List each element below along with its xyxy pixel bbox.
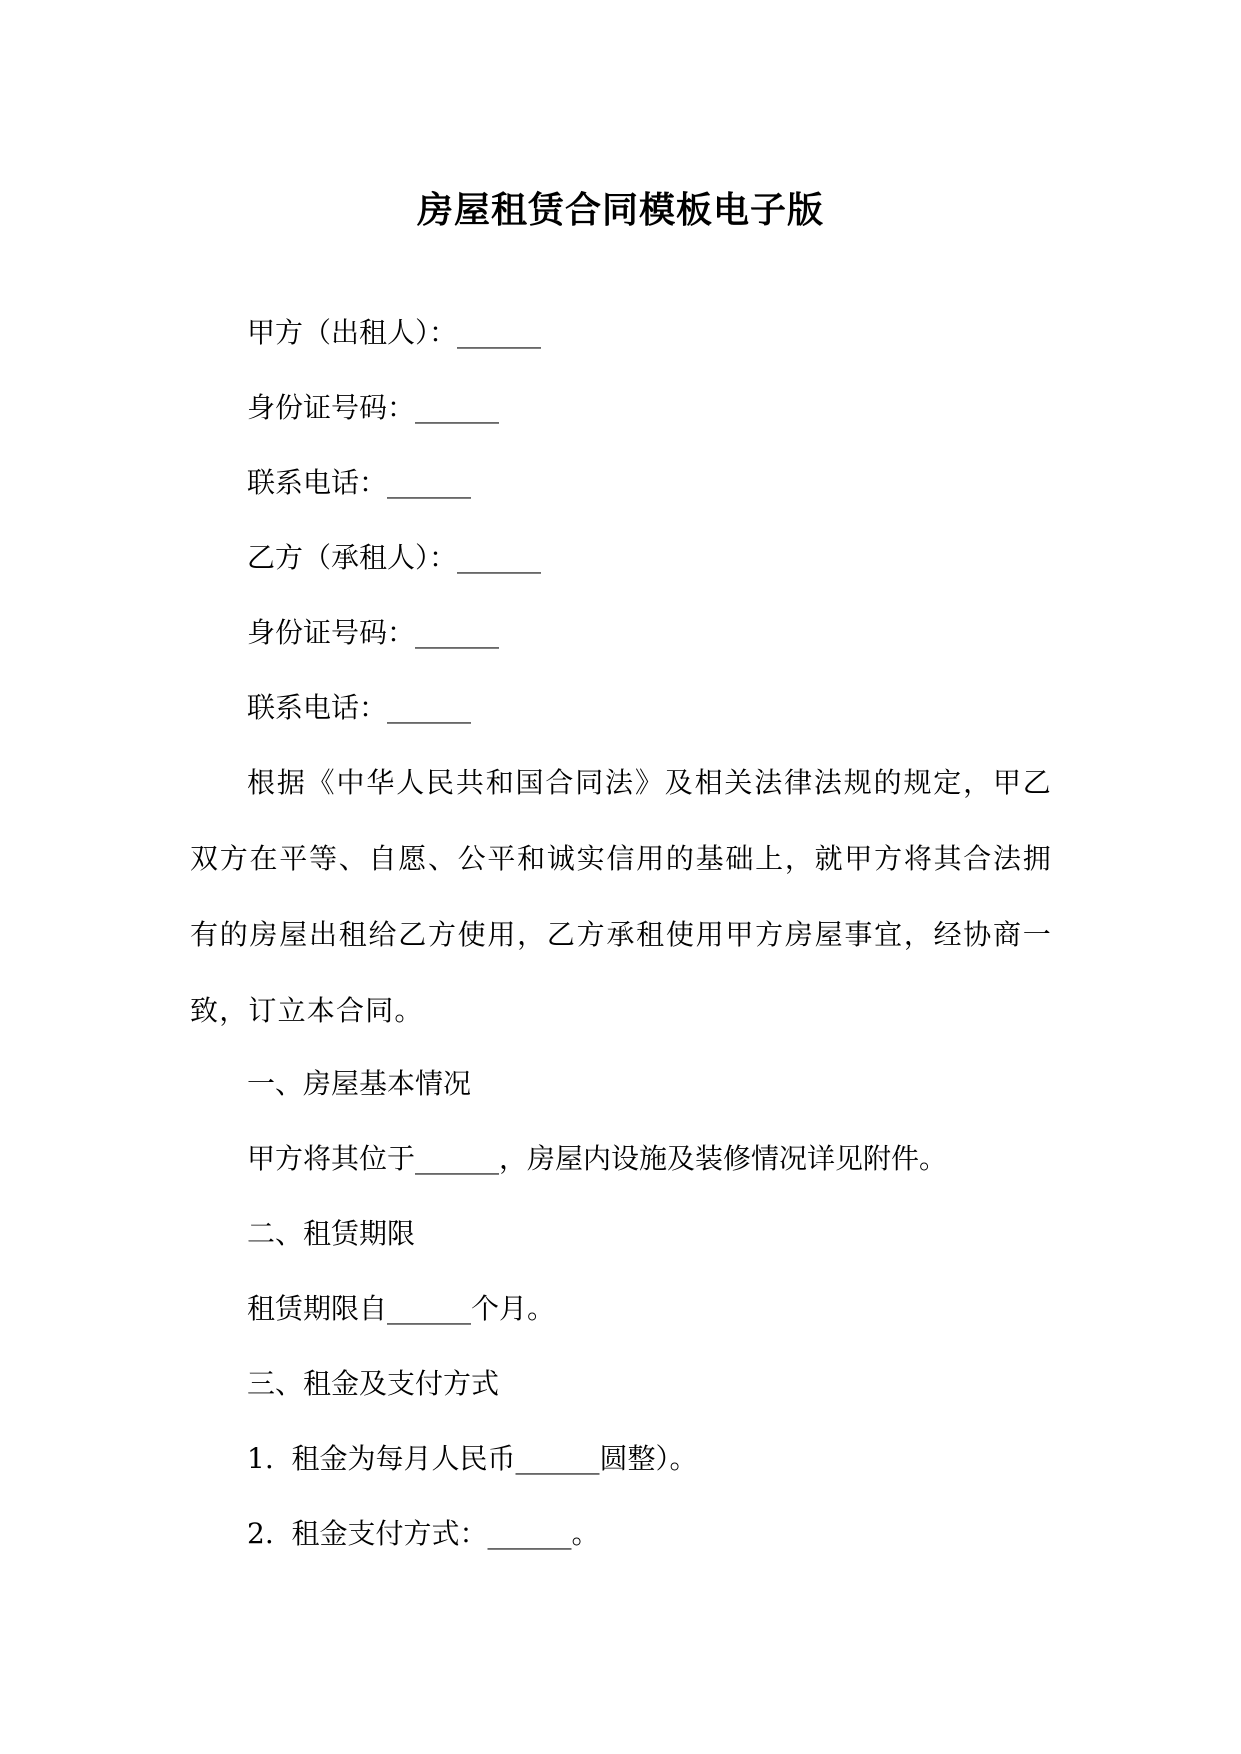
preamble-paragraph: 根据《中华人民共和国合同法》及相关法律法规的规定，甲乙双方在平等、自愿、公平和诚实信用的基础上，就甲方将其合法拥有的房屋出租给乙方使用，乙方承租使用甲方房屋事宜，经协商一致，订立本合同。	[190, 766, 1052, 1027]
section-3-item-2: 2. 租金支付方式：______。	[247, 1517, 600, 1550]
document-title: 房屋租赁合同模板电子版	[416, 189, 824, 231]
party-b-phone-line: 联系电话：______	[247, 691, 472, 724]
section-1-body: 甲方将其位于______，房屋内设施及装修情况详见附件。	[247, 1142, 948, 1175]
party-a-line: 甲方（出租人）：______	[247, 316, 542, 349]
section-2-heading: 二、租赁期限	[247, 1217, 416, 1250]
section-3-heading: 三、租金及支付方式	[247, 1367, 500, 1400]
party-a-id-line: 身份证号码：______	[247, 391, 500, 424]
party-b-id-line: 身份证号码：______	[247, 616, 500, 649]
party-b-line: 乙方（承租人）：______	[247, 541, 542, 574]
party-a-phone-line: 联系电话：______	[247, 466, 472, 499]
section-2-body: 租赁期限自______个月。	[247, 1292, 556, 1325]
section-1-heading: 一、房屋基本情况	[247, 1067, 472, 1100]
section-3-item-1: 1. 租金为每月人民币______圆整）。	[247, 1442, 698, 1475]
